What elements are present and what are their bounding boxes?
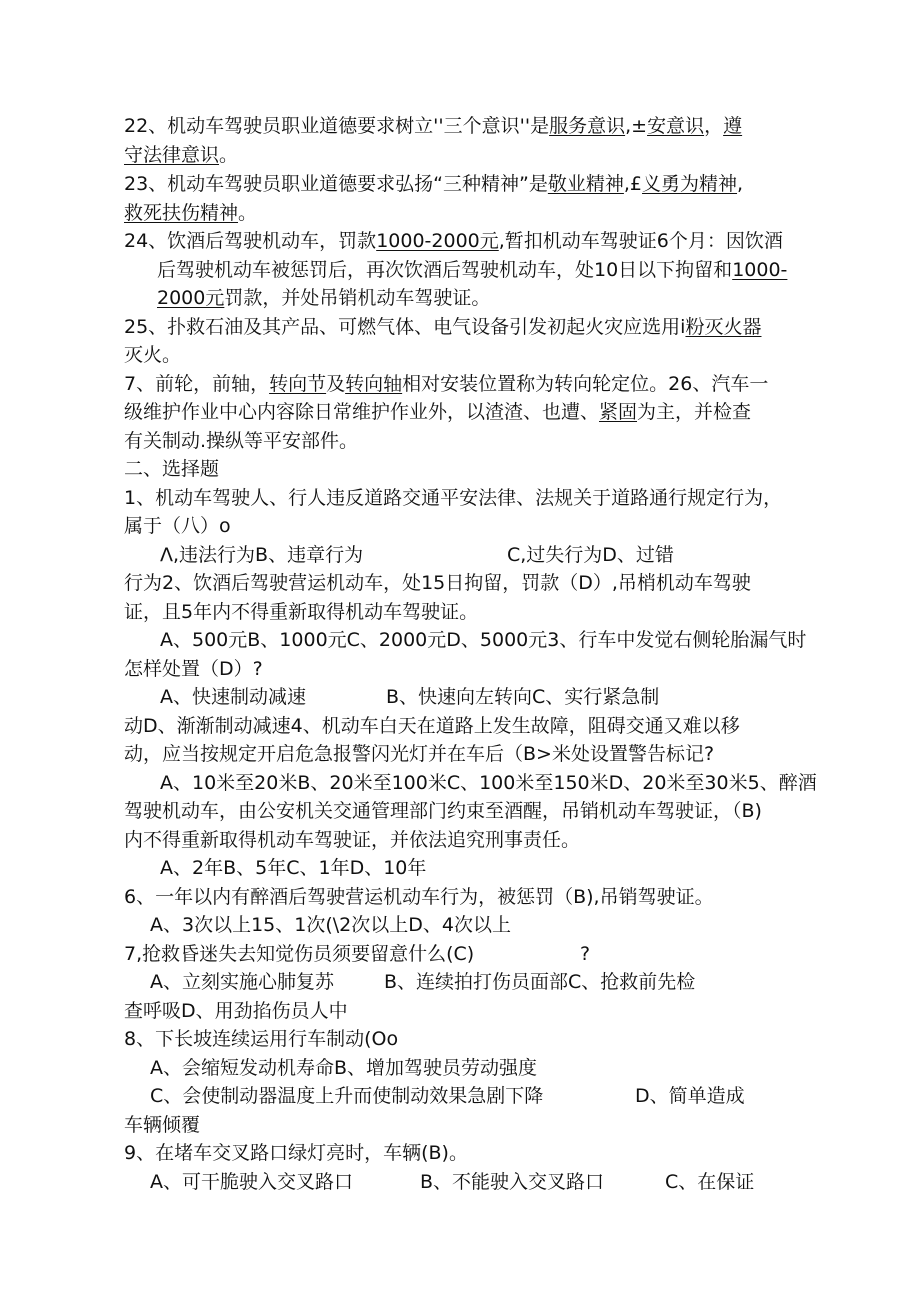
q23-line-2 <box>124 199 257 228</box>
c1-line-2 <box>124 512 231 541</box>
text-run: Λ,违法行为B、违章行为 <box>160 544 364 566</box>
c9-line-1 <box>124 1139 468 1168</box>
c3-line-2 <box>124 655 263 684</box>
underlined-answer: 救死扶伤精神 <box>124 202 239 224</box>
c5-line-3 <box>124 826 580 855</box>
underlined-answer: 1000-2000元 <box>376 230 499 252</box>
underlined-answer: 遵 <box>723 115 743 137</box>
c6-line-1 <box>124 883 714 912</box>
text-run: ， <box>704 115 724 137</box>
underlined-answer: 服务意识 <box>549 115 626 137</box>
c8-option-d <box>635 1082 745 1111</box>
text-run: 24、饮酒后驾驶机动车，罚款 <box>124 230 377 252</box>
text-run: B、快速向左转向C、实行紧急制 <box>386 686 660 708</box>
q24-line-2 <box>157 256 787 285</box>
text-run: 7,抢救昏迷失去知觉伤员须要留意什么(C) <box>124 943 475 965</box>
c2-line-2 <box>124 598 478 627</box>
text-run: C,过失行为D、过错 <box>507 544 674 566</box>
text-run: 为主，并检查 <box>637 401 752 423</box>
c1-line-1 <box>124 484 782 513</box>
c3-option-a <box>160 683 306 712</box>
text-run: 。 <box>238 202 258 224</box>
section-heading <box>124 455 219 484</box>
q26-line-2 <box>124 398 751 427</box>
text-run: 8、下长坡连续运用行车制动(Oo <box>124 1028 399 1050</box>
c5-line-2 <box>124 797 762 826</box>
q24-line-1 <box>124 227 783 256</box>
text-run: 行为2、饮酒后驾驶营运机动车，处15日拘留，罚款（D）,吊梢机动车驾驶 <box>124 572 751 594</box>
text-run: 相对安装位置称为转向轮定位。26、汽车一 <box>402 373 769 395</box>
q7-line-1 <box>124 370 768 399</box>
underlined-answer: 转向轴 <box>345 373 403 395</box>
underlined-answer: 2000元 <box>157 287 225 309</box>
underlined-answer: 粉灭火器 <box>685 316 762 338</box>
text-run: A、500元B、1000元C、2000元D、5000元3、行车中发觉右侧轮胎漏气时 <box>160 629 807 651</box>
text-run: 7、前轮，前轴， <box>124 373 270 395</box>
text-run: 后驾驶机动车被惩罚后，再次饮酒后驾驶机动车，处10日以下拘留和 <box>157 259 733 281</box>
text-run: 9、在堵车交叉路口绿灯亮时，车辆(B)。 <box>124 1142 468 1164</box>
underlined-answer: 守法律意识 <box>124 144 220 166</box>
c7-line-1 <box>124 940 474 969</box>
text-run: C、会使制动器温度上升而使制动效果急剧下降 <box>150 1085 544 1107</box>
c8-line-1 <box>124 1025 398 1054</box>
text-run: A、2年B、5年C、1年D、10年 <box>160 857 427 879</box>
q26-line-3 <box>124 427 358 456</box>
c4-options <box>160 769 817 798</box>
underlined-answer: 1000- <box>732 259 788 281</box>
text-run: ,£ <box>623 173 643 195</box>
underlined-answer: 安意识 <box>647 115 705 137</box>
underlined-answer: 转向节 <box>269 373 327 395</box>
text-run: 动D、渐渐制动减速4、机动车白天在道路上发生故障，阻碍交通又难以移 <box>124 715 740 737</box>
c4-line-2 <box>124 740 714 769</box>
text-run: B、连续拍打伤员面部C、抢救前先检 <box>384 971 696 993</box>
c8-options-ab <box>150 1054 537 1083</box>
text-run: 怎样处置（D）? <box>124 658 263 680</box>
text-run: A、3次以上15、1次(\2次以上D、4次以上 <box>150 914 511 936</box>
c1-options-b <box>507 541 674 570</box>
text-run: 查呼吸D、用劲掐伤员人中 <box>124 1000 348 1022</box>
text-run: A、立刻实施心肺复苏 <box>150 971 334 993</box>
text-run: 二、选择题 <box>124 458 220 480</box>
text-run: 23、机动车驾驶员职业道德要求弘扬“三种精神”是 <box>124 173 548 195</box>
q22-line-2 <box>124 141 238 170</box>
text-run: 。 <box>219 144 239 166</box>
text-run: ? <box>580 943 591 965</box>
c5-options <box>160 854 426 883</box>
text-run: 车辆倾覆 <box>124 1114 201 1136</box>
c4-line-1 <box>124 712 740 741</box>
q24-line-3 <box>157 284 490 313</box>
c3-option-bc <box>386 683 659 712</box>
text-run: 动，应当按规定开启危急报警闪光灯并在车后（B>米处设置警告标记? <box>124 743 715 765</box>
c7-option-a <box>150 968 334 997</box>
text-run: 6、一年以内有醉酒后驾驶营运机动车行为，被惩罚（B),吊销驾驶证。 <box>124 886 714 908</box>
q25-line-2 <box>124 341 181 370</box>
c8-option-c <box>150 1082 543 1111</box>
c2-line-1 <box>124 569 751 598</box>
underlined-answer: 义勇为精神 <box>642 173 738 195</box>
text-run: A、可干脆驶入交叉路口 <box>150 1171 353 1193</box>
text-run: 驾驶机动车，由公安机关交通管理部门约束至酒醒，吊销机动车驾驶证，（B) <box>124 800 762 822</box>
text-run: 22、机动车驾驶员职业道德要求树立''三个意识''是 <box>124 115 550 137</box>
text-run: C、在保证 <box>665 1171 755 1193</box>
text-run: 证，且5年内不得重新取得机动车驾驶证。 <box>124 601 479 623</box>
c1-options-a <box>160 541 363 570</box>
text-run: 属于（八）o <box>124 515 231 537</box>
c8-line-4 <box>124 1111 200 1140</box>
text-run: B、不能驶入交叉路口 <box>420 1171 605 1193</box>
c9-option-b <box>420 1168 604 1197</box>
text-run: 罚款，并处吊销机动车驾驶证。 <box>224 287 491 309</box>
text-run: 级维护作业中心内容除日常维护作业外，以渣渣、也遭、 <box>124 401 600 423</box>
text-run: ,± <box>625 115 648 137</box>
q22-line-1 <box>124 112 742 141</box>
text-run: 及 <box>326 373 346 395</box>
c7-line-3 <box>124 997 348 1026</box>
text-run: ,暂扣机动车驾驶证6个月：因饮酒 <box>498 230 783 252</box>
c2-options <box>160 626 806 655</box>
text-run: A、10米至20米B、20米至100米C、100米至150米D、20米至30米5、醉酒 <box>160 772 817 794</box>
c7-option-bc <box>384 968 695 997</box>
text-run: A、会缩短发动机寿命B、增加驾驶员劳动强度 <box>150 1057 538 1079</box>
text-run: A、快速制动减速 <box>160 686 306 708</box>
text-run: D、简单造成 <box>635 1085 745 1107</box>
q23-line-1 <box>124 170 743 199</box>
text-run: 灭火。 <box>124 344 182 366</box>
text-run: 1、机动车驾驶人、行人违反道路交通平安法律、法规关于道路通行规定行为， <box>124 487 783 509</box>
text-run: 有关制动.操纵等平安部件。 <box>124 430 359 452</box>
text-run: , <box>737 173 744 195</box>
c7-question-mark <box>580 940 590 969</box>
c9-option-a <box>150 1168 353 1197</box>
q25-line-1 <box>124 313 761 342</box>
c9-option-c <box>665 1168 754 1197</box>
text-run: 25、扑救石油及其产品、可燃气体、电气设备引发初起火灾应选用i <box>124 316 686 338</box>
underlined-answer: 紧固 <box>599 401 638 423</box>
c6-options <box>150 911 511 940</box>
underlined-answer: 敬业精神 <box>547 173 624 195</box>
text-run: 内不得重新取得机动车驾驶证，并依法追究刑事责任。 <box>124 829 581 851</box>
